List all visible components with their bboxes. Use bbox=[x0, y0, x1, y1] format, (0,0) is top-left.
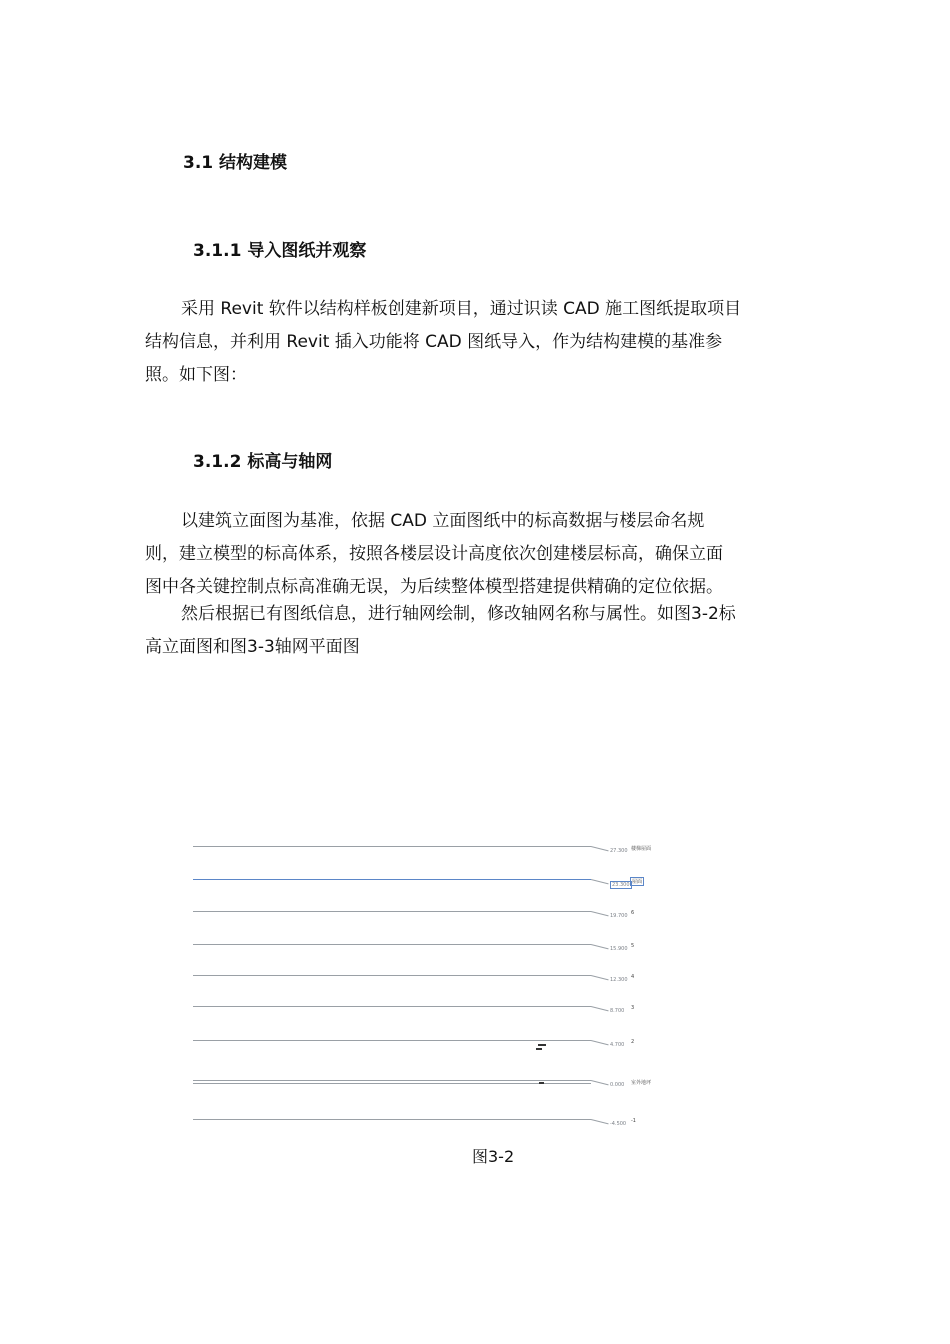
level-name-label: 5 bbox=[631, 943, 635, 949]
level-elevation-label: 4.700 bbox=[610, 1042, 625, 1048]
level-elevation-label: 27.300 bbox=[610, 848, 628, 854]
level-name-label: -1 bbox=[631, 1118, 636, 1124]
level-line bbox=[193, 975, 591, 976]
level-name-label: 3 bbox=[631, 1005, 635, 1011]
level-name-label: 6 bbox=[631, 910, 635, 916]
level-head-mark bbox=[591, 911, 609, 916]
level-head-mark bbox=[591, 1006, 609, 1011]
figure-caption: 图3-2 bbox=[472, 1147, 515, 1166]
text-line: 照。如下图： bbox=[145, 365, 247, 385]
level-name-label: 4 bbox=[631, 974, 635, 980]
text-line: 则，建立模型的标高体系，按照各楼层设计高度依次创建楼层标高，确保立面 bbox=[145, 544, 723, 564]
level-elevation-label: 0.000 bbox=[610, 1082, 625, 1088]
level-elevation-label: 23.300 bbox=[612, 882, 630, 888]
section-mark bbox=[538, 1044, 546, 1046]
text-line: 然后根据已有图纸信息，进行轴网绘制，修改轴网名称与属性。如图3-2标 bbox=[181, 604, 736, 624]
paragraph-grids bbox=[145, 598, 810, 664]
level-line bbox=[193, 846, 591, 847]
section-mark bbox=[536, 1048, 542, 1050]
level-head-mark bbox=[591, 975, 609, 980]
level-line bbox=[193, 911, 591, 912]
level-line bbox=[193, 879, 591, 880]
level-line bbox=[193, 1040, 591, 1041]
paragraph-import bbox=[145, 293, 810, 392]
level-line-secondary bbox=[193, 1083, 591, 1084]
level-head-mark bbox=[591, 1119, 609, 1124]
level-head-mark bbox=[591, 846, 609, 851]
text-line: 结构信息，并利用 Revit 插入功能将 CAD 图纸导入，作为结构建模的基准参 bbox=[145, 332, 723, 352]
level-head-mark bbox=[591, 879, 609, 884]
subsection-heading-levels-grids: 3.1.2 标高与轴网 bbox=[193, 452, 333, 472]
text-line: 以建筑立面图为基准，依据 CAD 立面图纸中的标高数据与楼层命名规 bbox=[181, 511, 705, 531]
text-line: 图中各关键控制点标高准确无误，为后续整体模型搭建提供精确的定位依据。 bbox=[145, 577, 723, 597]
level-elevation-label: -4.500 bbox=[610, 1121, 627, 1127]
level-name-label: 室外地坪 bbox=[631, 1080, 652, 1086]
level-head-mark bbox=[591, 1040, 609, 1045]
level-elevation-label: 19.700 bbox=[610, 913, 628, 919]
level-head-mark bbox=[591, 944, 609, 949]
level-name-label: 2 bbox=[631, 1039, 635, 1045]
level-elevation-figure bbox=[190, 835, 670, 1135]
section-heading: 3.1 结构建模 bbox=[183, 153, 288, 173]
level-line bbox=[193, 944, 591, 945]
level-line bbox=[193, 1080, 591, 1081]
text-line: 高立面图和图3-3轴网平面图 bbox=[145, 637, 360, 657]
level-name-label: 屋面 bbox=[632, 879, 643, 885]
section-mark bbox=[539, 1082, 544, 1084]
paragraph-levels bbox=[145, 505, 810, 604]
subsection-heading-import: 3.1.1 导入图纸并观察 bbox=[193, 241, 367, 261]
level-name-label: 楼梯屋面 bbox=[631, 846, 652, 852]
level-elevation-label: 8.700 bbox=[610, 1008, 625, 1014]
level-line bbox=[193, 1119, 591, 1120]
level-elevation-label: 12.300 bbox=[610, 977, 628, 983]
level-elevation-label: 15.900 bbox=[610, 946, 628, 952]
level-line bbox=[193, 1006, 591, 1007]
text-line: 采用 Revit 软件以结构样板创建新项目，通过识读 CAD 施工图纸提取项目 bbox=[181, 299, 742, 319]
level-head-mark bbox=[591, 1080, 609, 1085]
